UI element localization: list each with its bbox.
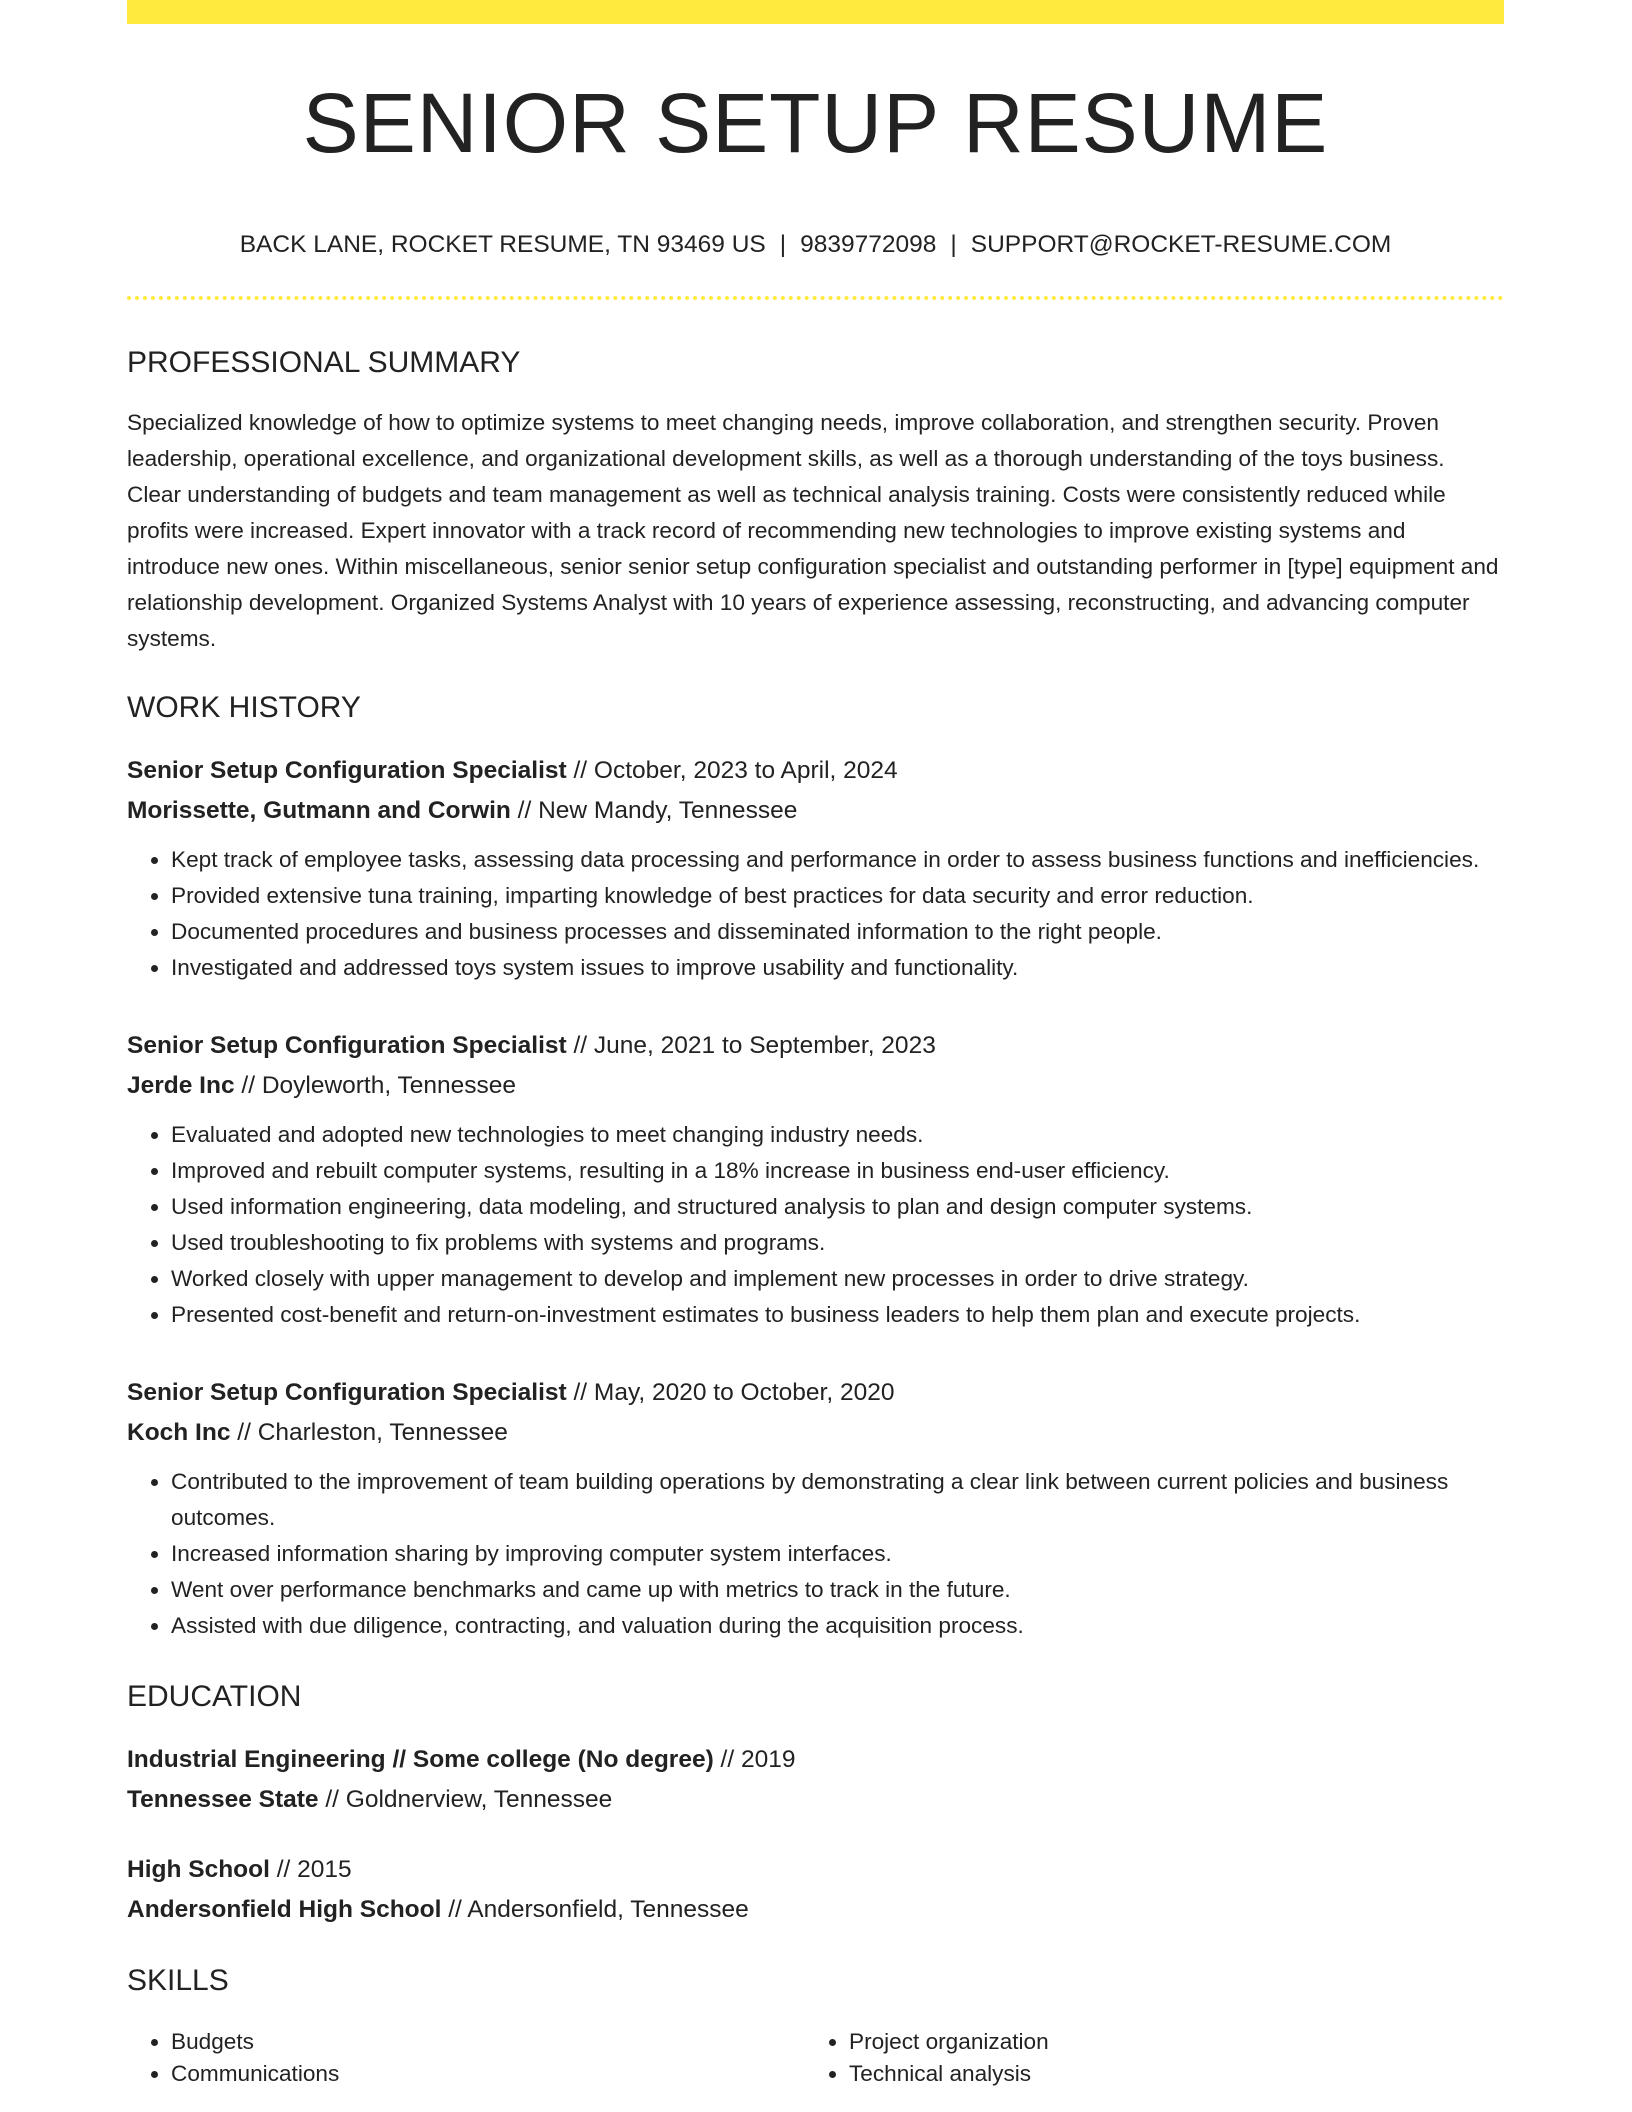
skill-item: • Budgets [171,2026,805,2058]
resume-name: SENIOR SETUP RESUME [302,76,1329,170]
skills-list [127,2026,1504,2090]
job-dates: // May, 2020 to October, 2020 [566,1378,895,1406]
job-location: // Charleston, Tennessee [230,1418,508,1446]
list-item: • Went over performance benchmarks and came up with metrics to track in the future. [171,1572,1504,1608]
education-degree-line [127,1850,1504,1890]
education-location: // Goldnerview, Tennessee [318,1785,613,1813]
job-entry [127,1026,1504,1333]
job-role-line [127,751,1504,791]
list-item: • Increased information sharing by improving computer system interfaces. [171,1536,1504,1572]
contact-line [127,233,1504,258]
education-school-line [127,1780,1504,1820]
skills-column-right [805,2026,1483,2090]
job-company-line [127,791,1504,831]
job-role-line [127,1373,1504,1413]
job-company-line [127,1413,1504,1453]
list-item: • Improved and rebuilt computer systems, resulting in a 18% increase in business end-user efficiency. [171,1153,1504,1189]
work-history-heading: WORK HISTORY [127,690,361,724]
education-year: // 2019 [713,1745,796,1773]
education-location: // Andersonfield, Tennessee [441,1895,749,1923]
skill-item: • Project organization [849,2026,1483,2058]
list-item: • Kept track of employee tasks, assessing data processing and performance in order to assess business functions and inefficiencies. [171,842,1504,878]
skills-column-left [127,2026,805,2090]
job-role: Senior Setup Configuration Specialist [127,756,567,784]
contact-email: SUPPORT@ROCKET-RESUME.COM [970,231,1392,258]
job-bullets [127,842,1504,986]
job-location: // Doyleworth, Tennessee [234,1071,517,1099]
job-entry [127,751,1504,986]
education-degree: Industrial Engineering // Some college (No degree) [127,1745,714,1773]
education-entry [127,1850,1504,1930]
list-item: • Investigated and addressed toys system issues to improve usability and functionality. [171,950,1504,986]
job-company: Koch Inc [127,1418,231,1446]
list-item: • Presented cost-benefit and return-on-investment estimates to business leaders to help them plan and execute projects. [171,1297,1504,1333]
education-school: Tennessee State [127,1785,319,1813]
summary-text: Specialized knowledge of how to optimize systems to meet changing needs, improve collaboration, and strengthen security. Proven leadership, operational excellence, and organizational development skills, as well as a thorough understanding of the toys business. Clear understanding of budgets and team management as well as technical analysis training. Costs were consistently reduced while profits were increased. Expert innovator with a track record of recommending new technologies to improve existing systems and introduce new ones. Within miscellaneous, senior senior setup configuration specialist and outstanding performer in [type] equipment and relationship development. Organized Systems Analyst with 10 years of experience assessing, reconstructing, and advancing computer systems. [127,409,1499,651]
skill-item: • Communications [171,2058,805,2090]
job-bullets [127,1464,1504,1644]
education-school-line [127,1890,1504,1930]
list-item: • Used troubleshooting to fix problems with systems and programs. [171,1225,1504,1261]
education-year: // 2015 [269,1855,352,1883]
dotted-divider [127,296,1504,300]
job-company: Jerde Inc [127,1071,235,1099]
skills-heading: SKILLS [127,1963,229,1997]
education-entry [127,1740,1504,1820]
job-role-line [127,1026,1504,1066]
job-company-line [127,1066,1504,1106]
job-entry [127,1373,1504,1644]
job-company: Morissette, Gutmann and Corwin [127,796,511,824]
list-item: • Worked closely with upper management to develop and implement new processes in order to drive strategy. [171,1261,1504,1297]
contact-separator: | [779,231,787,258]
education-school: Andersonfield High School [127,1895,442,1923]
list-item: • Assisted with due diligence, contracting, and valuation during the acquisition process. [171,1608,1504,1644]
contact-address: BACK LANE, ROCKET RESUME, TN 93469 US [239,231,766,258]
resume-page [127,0,1504,2090]
job-location: // New Mandy, Tennessee [510,796,798,824]
job-role: Senior Setup Configuration Specialist [127,1378,567,1406]
contact-phone: 9839772098 [800,231,937,258]
skill-item: • Technical analysis [849,2058,1483,2090]
summary-heading: PROFESSIONAL SUMMARY [127,345,521,379]
education-heading: EDUCATION [127,1679,302,1713]
list-item: • Contributed to the improvement of team building operations by demonstrating a clear link between current policies and business outcomes. [171,1464,1504,1536]
education-degree: High School [127,1855,270,1883]
list-item: • Documented procedures and business processes and disseminated information to the right people. [171,914,1504,950]
list-item: • Used information engineering, data modeling, and structured analysis to plan and design computer systems. [171,1189,1504,1225]
education-degree-line [127,1740,1504,1780]
contact-separator: | [950,231,957,258]
job-role: Senior Setup Configuration Specialist [127,1031,567,1059]
job-dates: // October, 2023 to April, 2024 [566,756,898,784]
accent-bar [127,0,1504,24]
job-bullets [127,1117,1504,1333]
job-dates: // June, 2021 to September, 2023 [566,1031,936,1059]
list-item: • Provided extensive tuna training, imparting knowledge of best practices for data security and error reduction. [171,878,1504,914]
list-item: • Evaluated and adopted new technologies to meet changing industry needs. [171,1117,1504,1153]
